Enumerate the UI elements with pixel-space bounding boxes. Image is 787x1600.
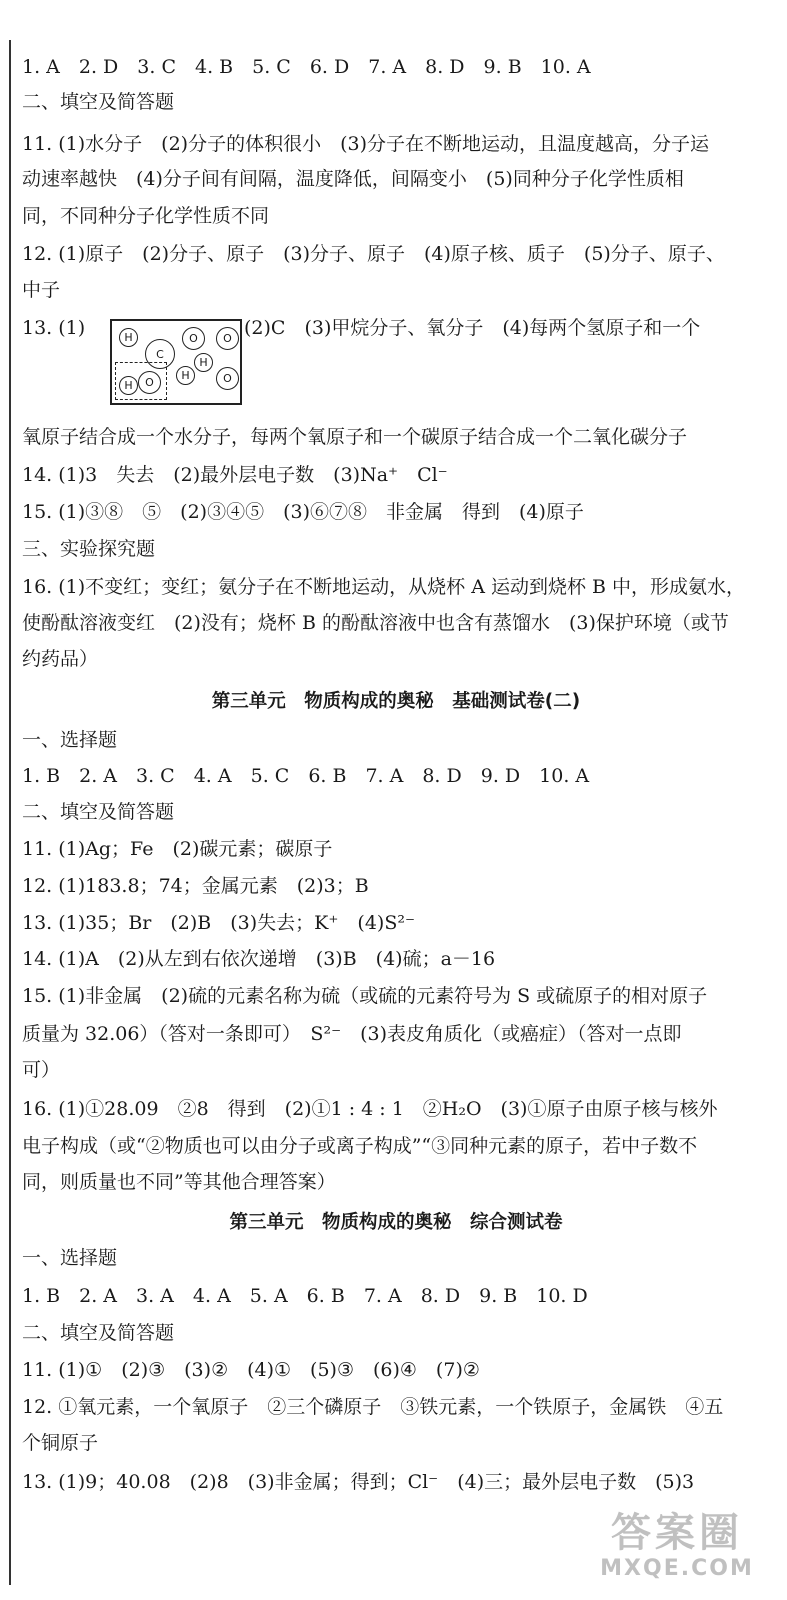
text-line: 16. (1)不变红；变红；氨分子在不断地运动，从烧杯 A 运动到烧杯 B 中，形成氨水， (22, 576, 746, 598)
text-line: 可） (22, 1059, 61, 1081)
hydrogen-atom: H (119, 376, 138, 395)
hydrogen-atom: H (176, 366, 195, 385)
section-heading: 二、填空及简答题 (22, 801, 175, 823)
text-line: 使酚酞溶液变红 (2)没有；烧杯 B 的酚酞溶液中也含有蒸馏水 (3)保护环境（或节 (22, 612, 729, 634)
left-margin-rule (9, 40, 11, 1585)
carbon-atom: C (145, 339, 175, 369)
section-heading: 二、填空及简答题 (22, 91, 175, 113)
oxygen-atom: O (216, 367, 239, 390)
section-heading: 一、选择题 (22, 1247, 118, 1269)
text-line: 氧原子结合成一个水分子，每两个氧原子和一个碳原子结合成一个二氧化碳分子 (22, 426, 688, 448)
watermark (577, 1510, 777, 1592)
text-line: 电子构成（或“②物质也可以由分子或离子构成”“③同种元素的原子，若中子数不 (22, 1135, 698, 1157)
text-line: 11. (1)① (2)③ (3)② (4)① (5)③ (6)④ (7)② (22, 1359, 480, 1381)
text-line: 动速率越快 (4)分子间有间隔，温度降低，间隔变小 (5)同种分子化学性质相 (22, 168, 684, 190)
text-line: 个铜原子 (22, 1432, 99, 1454)
text-line: 14. (1)3 失去 (2)最外层电子数 (3)Na⁺ Cl⁻ (22, 464, 448, 486)
text-line: 13. (1)9；40.08 (2)8 (3)非金属；得到；Cl⁻ (4)三；最外层电子数 (5)3 (22, 1471, 695, 1493)
text-line: 13. (1) (22, 317, 86, 339)
section-heading: 二、填空及简答题 (22, 1322, 175, 1344)
text-line: 同，则质量也不同”等其他合理答案） (22, 1171, 336, 1193)
section-heading: 三、实验探究题 (22, 538, 156, 560)
text-line: 11. (1)Ag；Fe (2)碳元素；碳原子 (22, 838, 333, 860)
text-line: 13. (1)35；Br (2)B (3)失去；K⁺ (4)S²⁻ (22, 912, 415, 934)
molecule-diagram (110, 319, 242, 405)
text-line: 质量为 32.06）（答对一条即可） S²⁻ (3)表皮角质化（或癌症）（答对一点即 (22, 1023, 682, 1045)
hydrogen-atom: H (119, 328, 138, 347)
oxygen-atom: O (138, 371, 161, 394)
watermark-url: MXQE.COM (600, 1556, 754, 1581)
text-line: 中子 (22, 279, 61, 301)
oxygen-atom: O (216, 327, 239, 350)
text-line: 1. B 2. A 3. A 4. A 5. A 6. B 7. A 8. D 9. B 10. D (22, 1285, 588, 1307)
unit-title: 第三单元 物质构成的奥秘 基础测试卷(二) (211, 691, 581, 712)
section-heading: 一、选择题 (22, 729, 118, 751)
unit-title: 第三单元 物质构成的奥秘 综合测试卷 (229, 1212, 563, 1233)
text-line: 1. B 2. A 3. C 4. A 5. C 6. B 7. A 8. D 9. D 10. A (22, 765, 590, 787)
text-line: (2)C (3)甲烷分子、氧分子 (4)每两个氢原子和一个 (244, 317, 701, 339)
text-line: 同，不同种分子化学性质不同 (22, 205, 270, 227)
text-line: 1. A 2. D 3. C 4. B 5. C 6. D 7. A 8. D 9. B 10. A (22, 56, 591, 78)
text-line: 12. (1)183.8；74；金属元素 (2)3；B (22, 875, 369, 897)
text-line: 11. (1)水分子 (2)分子的体积很小 (3)分子在不断地运动，且温度越高，分子运 (22, 133, 709, 155)
text-line: 约药品） (22, 648, 99, 670)
text-line: 14. (1)A (2)从左到右依次递增 (3)B (4)硫；a－16 (22, 948, 496, 970)
text-line: 15. (1)③⑧ ⑤ (2)③④⑤ (3)⑥⑦⑧ 非金属 得到 (4)原子 (22, 501, 584, 523)
watermark-text: 答案圈 (611, 1510, 743, 1556)
hydrogen-atom: H (194, 353, 213, 372)
oxygen-atom: O (182, 327, 205, 350)
text-line: 12. ①氧元素，一个氧原子 ②三个磷原子 ③铁元素，一个铁原子，金属铁 ④五 (22, 1396, 724, 1418)
text-line: 16. (1)①28.09 ②8 得到 (2)①1 : 4 : 1 ②H₂O (3)①原子由原子核与核外 (22, 1098, 718, 1120)
text-line: 15. (1)非金属 (2)硫的元素名称为硫（或硫的元素符号为 S 或硫原子的相对原子 (22, 985, 708, 1007)
text-line: 12. (1)原子 (2)分子、原子 (3)分子、原子 (4)原子核、质子 (5)分子、原子、 (22, 243, 725, 265)
